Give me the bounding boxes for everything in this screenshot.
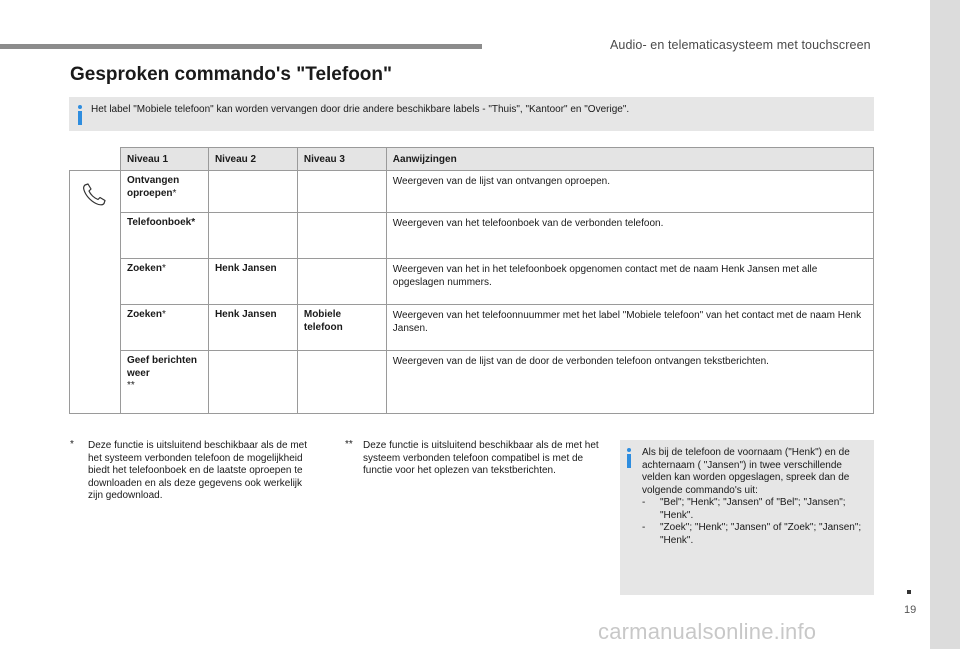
level1-cell xyxy=(120,351,208,414)
table-header-description: Aanwijzingen xyxy=(386,148,873,171)
top-info-note xyxy=(69,97,874,131)
table-header-level2: Niveau 2 xyxy=(208,148,297,171)
level3-cell xyxy=(297,213,386,259)
description-cell: Weergeven van de lijst van ontvangen oproepen. xyxy=(386,171,873,213)
level1-cell xyxy=(120,171,208,213)
list-marker: - xyxy=(642,497,646,508)
level2-cell xyxy=(208,305,297,351)
level3-cell xyxy=(297,305,386,351)
level2-label: Henk Jansen xyxy=(214,263,277,274)
footnote-mark: * xyxy=(191,217,196,228)
table-header-row xyxy=(70,148,874,171)
description-cell: Weergeven van het telefoonboek van de verbonden telefoon. xyxy=(386,213,873,259)
table-row xyxy=(70,351,874,414)
list-item xyxy=(642,522,870,547)
side-info-note xyxy=(620,440,874,595)
footnote-single-star xyxy=(70,440,310,510)
footnote-text: Deze functie is uitsluitend beschikbaar als de met het systeem verbonden telefoon de mogelijkheid biedt het telefoonboek en de laatste oproepen te downloaden en als deze gegevens ook werkelijk zijn gedownload. xyxy=(88,440,308,501)
side-note-intro: Als bij de telefoon de voornaam ("Henk") en de achternaam ( "Jansen") in twee verschillende velden kan worden opgeslagen, spreek dan de volgende commando's uit: xyxy=(642,447,850,496)
table-row xyxy=(70,305,874,351)
level1-cell xyxy=(120,305,208,351)
list-item-text: "Bel"; "Henk"; "Jansen" of "Bel"; "Jansen"; "Henk". xyxy=(660,497,846,521)
level2-cell xyxy=(208,259,297,305)
voice-command-table xyxy=(69,147,874,414)
level1-label: Zoeken xyxy=(126,263,162,274)
level2-label: Henk Jansen xyxy=(214,309,277,320)
table-row xyxy=(70,171,874,213)
footnote-mark: * xyxy=(161,309,166,320)
footnote-mark: ** xyxy=(345,439,353,450)
level3-cell xyxy=(297,351,386,414)
description-cell: Weergeven van het telefoonnuummer met het label "Mobiele telefoon" van het contact met de naam Henk Jansen. xyxy=(386,305,873,351)
table-row xyxy=(70,259,874,305)
level1-label: Geef berichten weer xyxy=(126,355,197,379)
level1-label: Ontvangen oproepen xyxy=(126,175,180,199)
level2-cell xyxy=(208,171,297,213)
table-icon-cell xyxy=(70,171,121,414)
phone-icon xyxy=(80,181,110,207)
level1-label: Zoeken xyxy=(126,309,162,320)
level1-label: Telefoonboek xyxy=(126,217,192,228)
footnote-mark: * xyxy=(70,439,74,450)
list-marker: - xyxy=(642,522,646,533)
level3-label: Mobiele telefoon xyxy=(303,309,343,333)
footnote-mark: * xyxy=(172,187,177,199)
table-row xyxy=(70,213,874,259)
list-item xyxy=(642,497,870,522)
top-info-note-text: Het label "Mobiele telefoon" kan worden vervangen door drie andere beschikbare labels - "Thuis", "Kantoor" en "Overige". xyxy=(91,104,630,115)
page-marker xyxy=(907,590,911,594)
level3-cell xyxy=(297,171,386,213)
header-rule xyxy=(0,44,482,49)
list-item-text: "Zoek"; "Henk"; "Jansen" of "Zoek"; "Jansen"; "Henk". xyxy=(660,522,862,546)
section-title: Audio- en telematicasysteem met touchscreen xyxy=(610,38,871,52)
footnote-mark: * xyxy=(161,263,166,274)
level3-cell xyxy=(297,259,386,305)
side-note-list xyxy=(642,497,870,547)
table-header-level1: Niveau 1 xyxy=(120,148,208,171)
description-cell: Weergeven van het in het telefoonboek opgenomen contact met de naam Henk Jansen met alle opgeslagen nummers. xyxy=(386,259,873,305)
table-header-level3: Niveau 3 xyxy=(297,148,386,171)
level1-cell xyxy=(120,259,208,305)
table-header-blank xyxy=(70,148,121,171)
page-number: 19 xyxy=(904,604,917,616)
footnote-mark: ** xyxy=(126,380,135,391)
watermark: carmanualsonline.info xyxy=(598,619,817,644)
level2-cell xyxy=(208,213,297,259)
level1-cell xyxy=(120,213,208,259)
level2-cell xyxy=(208,351,297,414)
footnote-text: Deze functie is uitsluitend beschikbaar als de met het systeem verbonden telefoon compatibel is met de functie voor het oplezen van tekstberichten. xyxy=(363,440,599,476)
side-info-note-text xyxy=(642,447,870,547)
page-title: Gesproken commando's "Telefoon" xyxy=(70,64,393,85)
description-cell: Weergeven van de lijst van de door de verbonden telefoon ontvangen tekstberichten. xyxy=(386,351,873,414)
page-edge-band xyxy=(930,0,960,649)
footnote-double-star xyxy=(345,440,605,500)
